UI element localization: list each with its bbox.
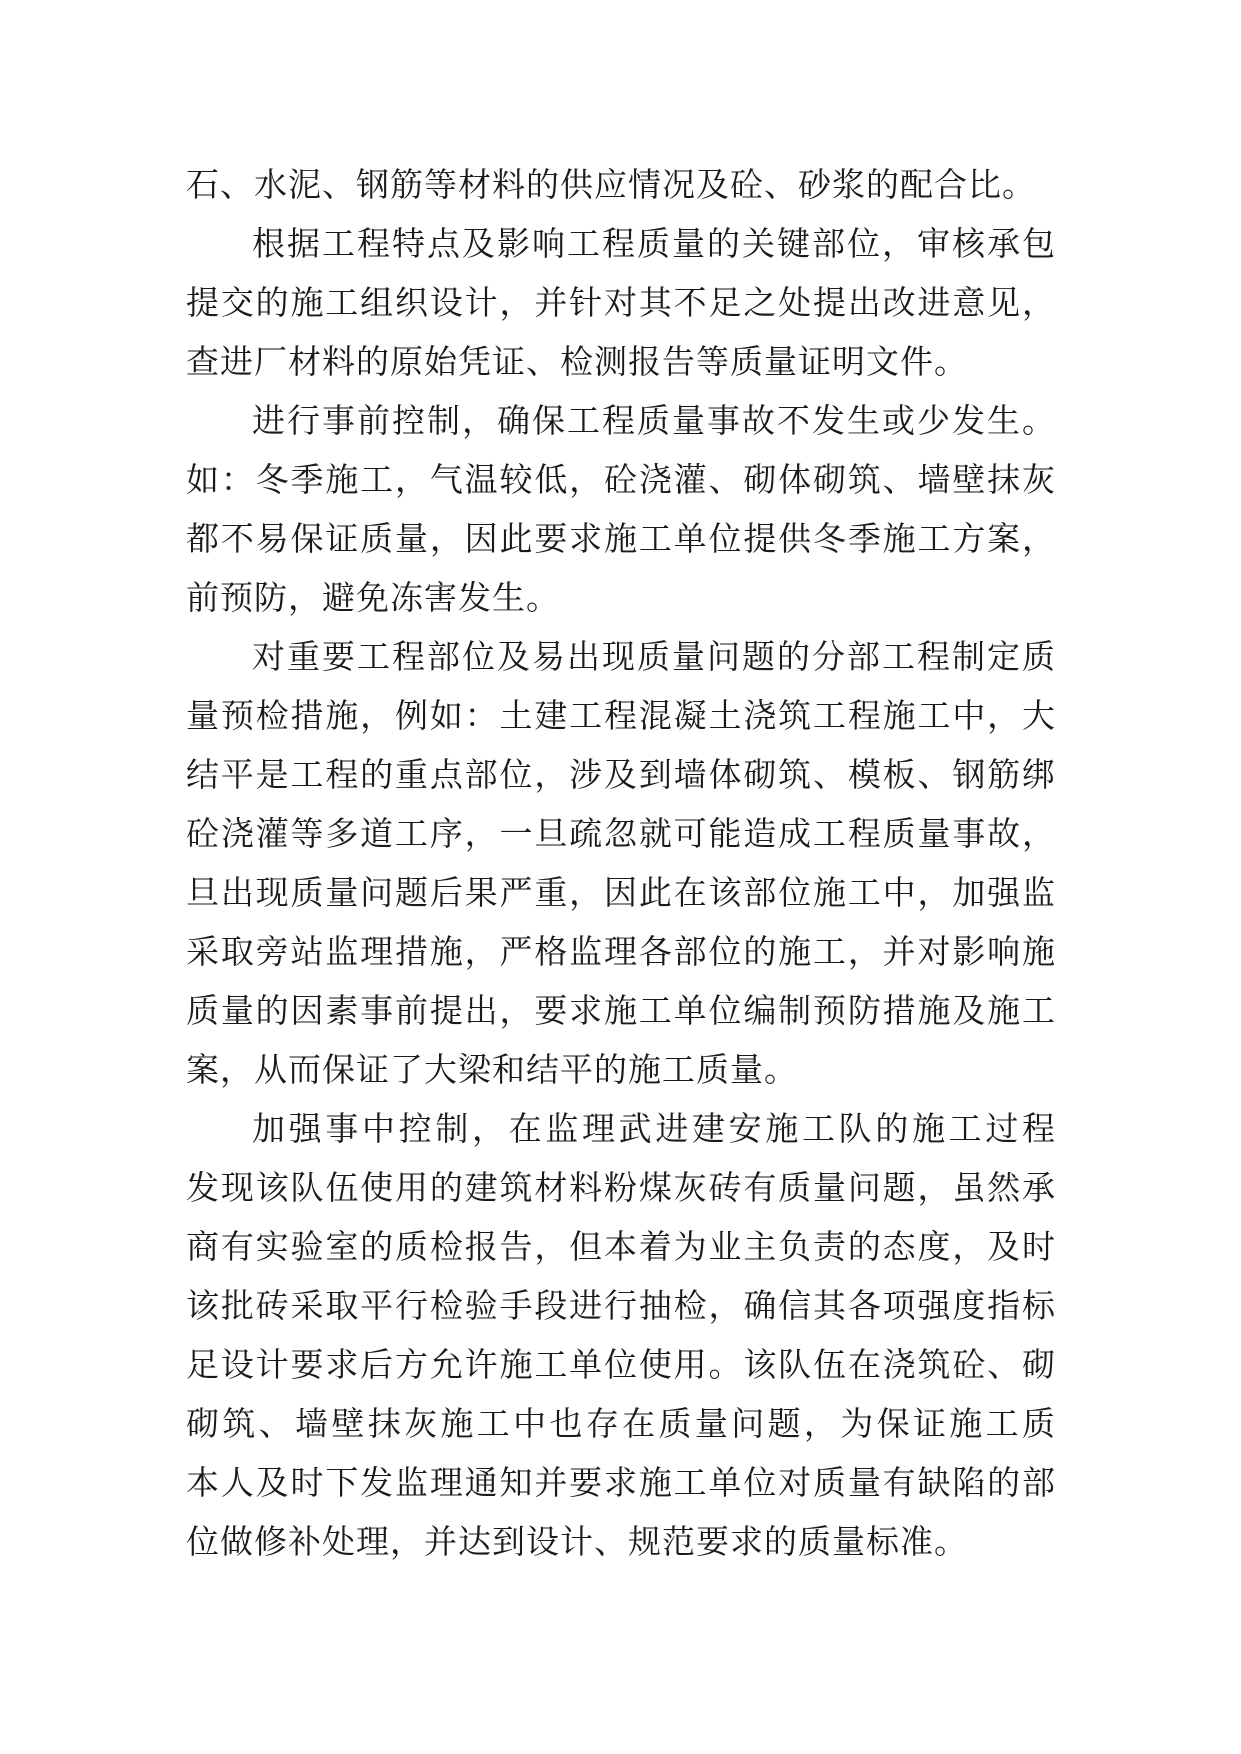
text-line: 发现该队伍使用的建筑材料粉煤灰砖有质量问题，虽然承 [186, 1168, 1056, 1207]
text-line: 旦出现质量问题后果严重，因此在该部位施工中，加强监 [186, 873, 1056, 912]
text-line: 该批砖采取平行检验手段进行抽检，确信其各项强度指标 [186, 1286, 1056, 1325]
text-line: 采取旁站监理措施，严格监理各部位的施工，并对影响施 [186, 932, 1056, 971]
text-line: 商有实验室的质检报告，但本着为业主负责的态度，及时 [186, 1227, 1056, 1266]
text-line: 都不易保证质量，因此要求施工单位提供冬季施工方案， [186, 519, 1056, 558]
document-body [186, 155, 1056, 1571]
text-line: 加强事中控制，在监理武进建安施工队的施工过程 [252, 1109, 1056, 1148]
text-line: 对重要工程部位及易出现质量问题的分部工程制定质 [252, 637, 1056, 676]
text-line: 砌筑、墙壁抹灰施工中也存在质量问题，为保证施工质 [186, 1404, 1056, 1443]
text-line: 量预检措施，例如：土建工程混凝土浇筑工程施工中，大 [186, 696, 1056, 735]
text-line: 本人及时下发监理通知并要求施工单位对质量有缺陷的部 [186, 1463, 1056, 1502]
text-line: 前预防，避免冻害发生。 [186, 578, 560, 617]
text-line: 砼浇灌等多道工序，一旦疏忽就可能造成工程质量事故， [186, 814, 1056, 853]
text-line: 如：冬季施工，气温较低，砼浇灌、砌体砌筑、墙壁抹灰 [186, 460, 1056, 499]
text-line: 位做修补处理，并达到设计、规范要求的质量标准。 [186, 1522, 968, 1561]
text-line: 案，从而保证了大梁和结平的施工质量。 [186, 1050, 798, 1089]
text-line: 足设计要求后方允许施工单位使用。该队伍在浇筑砼、砌 [186, 1345, 1056, 1384]
text-line: 质量的因素事前提出，要求施工单位编制预防措施及施工 [186, 991, 1056, 1030]
text-line: 提交的施工组织设计，并针对其不足之处提出改进意见， [186, 283, 1056, 322]
text-line: 结平是工程的重点部位，涉及到墙体砌筑、模板、钢筋绑 [186, 755, 1056, 794]
text-line: 根据工程特点及影响工程质量的关键部位，审核承包 [252, 224, 1056, 263]
text-line: 进行事前控制，确保工程质量事故不发生或少发生。 [252, 401, 1056, 440]
text-line: 查进厂材料的原始凭证、检测报告等质量证明文件。 [186, 342, 968, 381]
text-line: 石、水泥、钢筋等材料的供应情况及砼、砂浆的配合比。 [186, 165, 1036, 204]
